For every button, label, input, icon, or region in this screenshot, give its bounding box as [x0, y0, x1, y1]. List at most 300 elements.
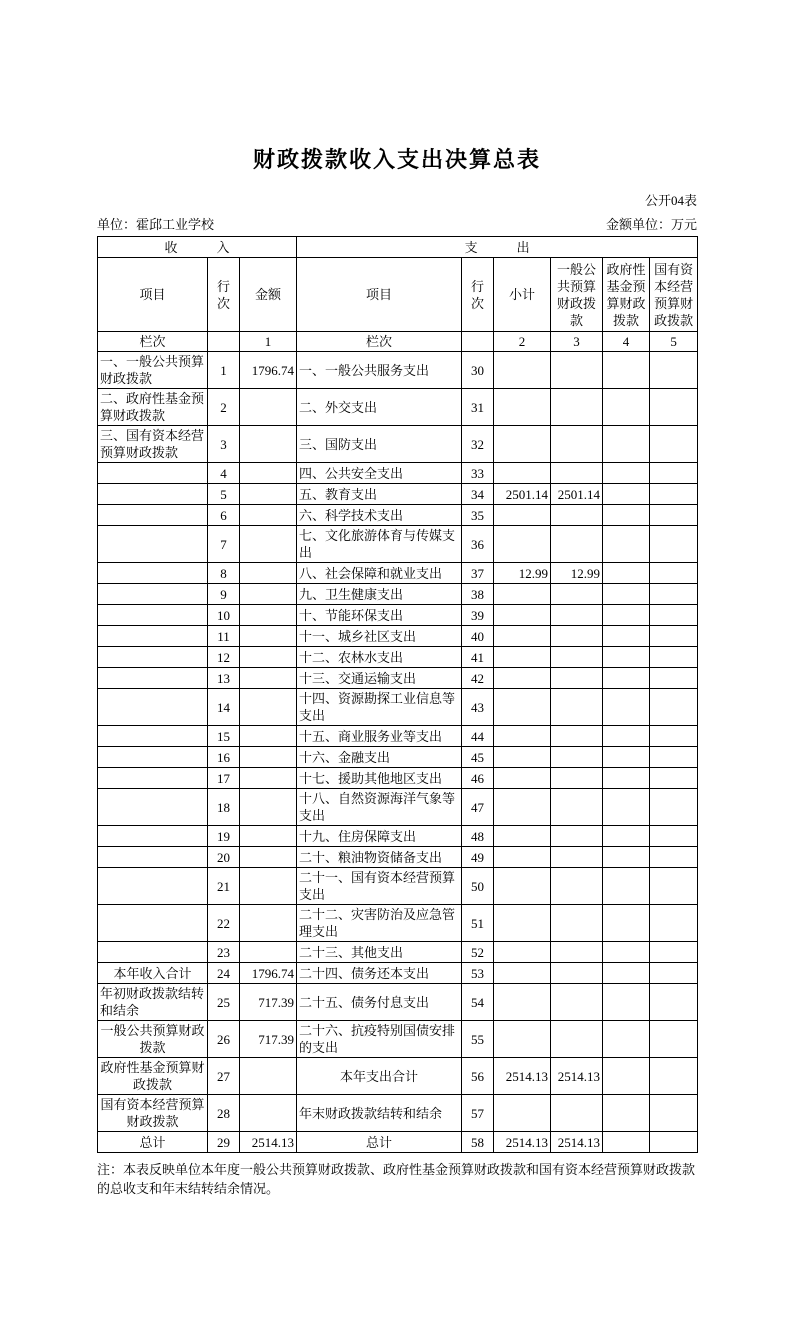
state-capital-budget-amount: [650, 826, 698, 847]
gov-fund-budget-amount: [603, 868, 650, 905]
gov-fund-budget-amount: [603, 605, 650, 626]
gov-fund-budget-amount: [603, 563, 650, 584]
state-capital-budget-amount: [650, 747, 698, 768]
income-row-number: 6: [208, 505, 240, 526]
expense-row-no-label: 行次: [471, 278, 485, 311]
expense-subtotal: [494, 789, 551, 826]
income-item: [98, 747, 208, 768]
expense-row-number: 57: [462, 1095, 494, 1132]
general-public-budget-amount: [551, 584, 603, 605]
general-public-budget-amount: [551, 505, 603, 526]
income-item: [98, 942, 208, 963]
general-public-budget-amount: [551, 984, 603, 1021]
income-row-number: 1: [208, 352, 240, 389]
income-row-number: 7: [208, 526, 240, 563]
expense-subtotal: [494, 352, 551, 389]
gov-fund-budget-amount: [603, 389, 650, 426]
state-capital-budget-amount: [650, 768, 698, 789]
col-header-income-amount: 金额: [240, 258, 297, 332]
gov-fund-budget-amount: [603, 747, 650, 768]
expense-item: 十七、援助其他地区支出: [297, 768, 462, 789]
expense-row-number: 51: [462, 905, 494, 942]
income-item: [98, 584, 208, 605]
expense-row-number: 37: [462, 563, 494, 584]
expense-subtotal: [494, 1021, 551, 1058]
income-amount: 1796.74: [240, 963, 297, 984]
expense-subtotal: 12.99: [494, 563, 551, 584]
table-row: [98, 647, 698, 668]
income-amount: [240, 768, 297, 789]
gov-fund-budget-amount: [603, 905, 650, 942]
expense-subtotal: [494, 826, 551, 847]
income-item: [98, 647, 208, 668]
expense-item: 八、社会保障和就业支出: [297, 563, 462, 584]
expense-item: 二十一、国有资本经营预算支出: [297, 868, 462, 905]
state-capital-budget-amount: [650, 1095, 698, 1132]
gov-fund-budget-amount: [603, 584, 650, 605]
expense-item: 二十二、灾害防治及应急管理支出: [297, 905, 462, 942]
expense-subtotal: [494, 668, 551, 689]
income-amount: [240, 626, 297, 647]
expense-subtotal: [494, 463, 551, 484]
expense-item: 六、科学技术支出: [297, 505, 462, 526]
income-amount: 717.39: [240, 1021, 297, 1058]
expense-row-number: 38: [462, 584, 494, 605]
expense-subtotal: [494, 868, 551, 905]
index-income-amount: 1: [240, 332, 297, 352]
expense-subtotal: [494, 584, 551, 605]
income-row-number: 23: [208, 942, 240, 963]
gov-fund-budget-amount: [603, 963, 650, 984]
expense-row-number: 54: [462, 984, 494, 1021]
income-amount: [240, 584, 297, 605]
expense-item: 总计: [297, 1132, 462, 1153]
expense-item: 十八、自然资源海洋气象等支出: [297, 789, 462, 826]
general-public-budget-amount: [551, 426, 603, 463]
general-public-budget-amount: 12.99: [551, 563, 603, 584]
state-capital-budget-amount: [650, 942, 698, 963]
expense-item: 二、外交支出: [297, 389, 462, 426]
expense-subtotal: 2514.13: [494, 1132, 551, 1153]
expense-item: 年末财政拨款结转和结余: [297, 1095, 462, 1132]
form-number: 公开04表: [644, 193, 697, 208]
income-item: 一、一般公共预算财政拨款: [98, 352, 208, 389]
income-section-header: 收 入: [98, 237, 297, 258]
income-row-number: 3: [208, 426, 240, 463]
table-row: [98, 905, 698, 942]
expense-row-number: 55: [462, 1021, 494, 1058]
gov-fund-budget-amount: [603, 484, 650, 505]
col-header-state-capital-budget: 国有资本经营预算财政拨款: [650, 258, 698, 332]
expense-row-number: 47: [462, 789, 494, 826]
income-amount: [240, 1095, 297, 1132]
income-row-number: 17: [208, 768, 240, 789]
income-amount: 1796.74: [240, 352, 297, 389]
income-item: [98, 668, 208, 689]
index-general-public: 3: [551, 332, 603, 352]
table-row: [98, 826, 698, 847]
column-header-row: [98, 258, 698, 332]
unit-label: 单位：霍邱工业学校: [97, 217, 215, 232]
state-capital-budget-amount: [650, 726, 698, 747]
expense-row-number: 52: [462, 942, 494, 963]
income-item: [98, 484, 208, 505]
gov-fund-budget-amount: [603, 1021, 650, 1058]
table-row: [98, 747, 698, 768]
income-amount: [240, 389, 297, 426]
state-capital-budget-amount: [650, 484, 698, 505]
index-expense-label: 栏次: [297, 332, 462, 352]
index-income-label: 栏次: [98, 332, 208, 352]
income-amount: [240, 789, 297, 826]
table-row: [98, 984, 698, 1021]
income-row-number: 14: [208, 689, 240, 726]
income-row-number: 8: [208, 563, 240, 584]
income-amount: [240, 484, 297, 505]
expense-row-number: 30: [462, 352, 494, 389]
income-row-number: 24: [208, 963, 240, 984]
income-row-number: 20: [208, 847, 240, 868]
table-row: [98, 847, 698, 868]
expense-subtotal: [494, 747, 551, 768]
amount-unit-label: 金额单位：万元: [605, 217, 697, 232]
gov-fund-budget-amount: [603, 689, 650, 726]
expense-item: 五、教育支出: [297, 484, 462, 505]
index-gov-fund: 4: [603, 332, 650, 352]
table-row: [98, 1058, 698, 1095]
general-public-budget-amount: [551, 868, 603, 905]
income-item: [98, 605, 208, 626]
meta-row: [97, 214, 697, 233]
state-capital-budget-amount: [650, 626, 698, 647]
general-public-budget-amount: 2514.13: [551, 1132, 603, 1153]
income-row-number: 19: [208, 826, 240, 847]
income-item: [98, 726, 208, 747]
expense-subtotal: [494, 963, 551, 984]
income-amount: [240, 668, 297, 689]
income-row-number: 26: [208, 1021, 240, 1058]
expense-item: 二十五、债务付息支出: [297, 984, 462, 1021]
general-public-budget-amount: [551, 389, 603, 426]
expense-subtotal: [494, 905, 551, 942]
income-amount: [240, 526, 297, 563]
expense-item: 十四、资源勘探工业信息等支出: [297, 689, 462, 726]
state-capital-budget-amount: [650, 905, 698, 942]
expense-item: 七、文化旅游体育与传媒支出: [297, 526, 462, 563]
income-item: [98, 905, 208, 942]
income-item: [98, 626, 208, 647]
income-amount: [240, 426, 297, 463]
expense-row-number: 43: [462, 689, 494, 726]
income-amount: [240, 847, 297, 868]
expense-subtotal: [494, 984, 551, 1021]
expense-item: 三、国防支出: [297, 426, 462, 463]
state-capital-budget-amount: [650, 868, 698, 905]
income-amount: [240, 942, 297, 963]
state-capital-budget-amount: [650, 1058, 698, 1095]
col-header-expense-item: 项目: [297, 258, 462, 332]
general-public-budget-amount: [551, 526, 603, 563]
income-row-no-label: 行次: [216, 278, 230, 311]
col-header-general-public-budget: 一般公共预算财政拨款: [551, 258, 603, 332]
income-amount: [240, 689, 297, 726]
income-row-number: 15: [208, 726, 240, 747]
income-row-number: 18: [208, 789, 240, 826]
state-capital-budget-amount: [650, 426, 698, 463]
expense-row-number: 39: [462, 605, 494, 626]
expense-subtotal: 2501.14: [494, 484, 551, 505]
income-row-number: 13: [208, 668, 240, 689]
general-public-budget-amount: [551, 668, 603, 689]
income-item: [98, 463, 208, 484]
index-state-capital: 5: [650, 332, 698, 352]
income-amount: [240, 726, 297, 747]
gov-fund-budget-amount: [603, 626, 650, 647]
gov-fund-budget-amount: [603, 984, 650, 1021]
expense-row-number: 40: [462, 626, 494, 647]
expense-item: 四、公共安全支出: [297, 463, 462, 484]
income-amount: 717.39: [240, 984, 297, 1021]
gov-fund-budget-amount: [603, 726, 650, 747]
expense-row-number: 31: [462, 389, 494, 426]
expense-subtotal: [494, 689, 551, 726]
table-row: [98, 526, 698, 563]
income-amount: [240, 905, 297, 942]
expense-row-number: 53: [462, 963, 494, 984]
table-row: [98, 1132, 698, 1153]
general-public-budget-amount: 2514.13: [551, 1058, 603, 1095]
table-row: [98, 626, 698, 647]
gov-fund-budget-amount: [603, 463, 650, 484]
expense-row-number: 49: [462, 847, 494, 868]
table-body: [98, 352, 698, 1153]
income-amount: [240, 647, 297, 668]
expense-subtotal: [494, 389, 551, 426]
state-capital-budget-amount: [650, 584, 698, 605]
expense-row-number: 33: [462, 463, 494, 484]
gov-fund-budget-amount: [603, 505, 650, 526]
state-capital-budget-amount: [650, 984, 698, 1021]
expense-item: 二十四、债务还本支出: [297, 963, 462, 984]
section-header-row: [98, 237, 698, 258]
income-amount: [240, 605, 297, 626]
income-amount: [240, 868, 297, 905]
state-capital-budget-amount: [650, 647, 698, 668]
income-amount: [240, 463, 297, 484]
income-row-number: 27: [208, 1058, 240, 1095]
income-row-number: 16: [208, 747, 240, 768]
index-subtotal: 2: [494, 332, 551, 352]
expense-row-number: 41: [462, 647, 494, 668]
fiscal-appropriation-table: [97, 236, 698, 1153]
income-item: [98, 789, 208, 826]
expense-subtotal: [494, 426, 551, 463]
income-item: 年初财政拨款结转和结余: [98, 984, 208, 1021]
table-row: [98, 868, 698, 905]
expense-row-number: 50: [462, 868, 494, 905]
expense-subtotal: [494, 505, 551, 526]
gov-fund-budget-amount: [603, 826, 650, 847]
expense-item: 十六、金融支出: [297, 747, 462, 768]
general-public-budget-amount: [551, 352, 603, 389]
general-public-budget-amount: [551, 747, 603, 768]
expense-item: 九、卫生健康支出: [297, 584, 462, 605]
state-capital-budget-amount: [650, 605, 698, 626]
table-row: [98, 484, 698, 505]
general-public-budget-amount: [551, 605, 603, 626]
expense-section-header: 支 出: [297, 237, 698, 258]
table-row: [98, 584, 698, 605]
general-public-budget-amount: 2501.14: [551, 484, 603, 505]
table-row: [98, 1095, 698, 1132]
gov-fund-budget-amount: [603, 668, 650, 689]
index-expense-row-no-cell: [462, 332, 494, 352]
expense-subtotal: [494, 526, 551, 563]
state-capital-budget-amount: [650, 689, 698, 726]
table-row: [98, 963, 698, 984]
expense-item: 一、一般公共服务支出: [297, 352, 462, 389]
income-amount: 2514.13: [240, 1132, 297, 1153]
expense-subtotal: [494, 942, 551, 963]
general-public-budget-amount: [551, 905, 603, 942]
expense-item: 二十六、抗疫特别国债安排的支出: [297, 1021, 462, 1058]
page-title: 财政拨款收入支出决算总表: [252, 147, 541, 172]
expense-subtotal: [494, 1095, 551, 1132]
table-row: [98, 505, 698, 526]
income-row-number: 22: [208, 905, 240, 942]
income-amount: [240, 505, 297, 526]
col-header-income-item: 项目: [98, 258, 208, 332]
general-public-budget-amount: [551, 463, 603, 484]
col-header-subtotal: 小计: [494, 258, 551, 332]
table-row: [98, 605, 698, 626]
expense-row-number: 46: [462, 768, 494, 789]
income-row-number: 11: [208, 626, 240, 647]
income-amount: [240, 1058, 297, 1095]
table-row: [98, 352, 698, 389]
state-capital-budget-amount: [650, 463, 698, 484]
income-row-number: 28: [208, 1095, 240, 1132]
general-public-budget-amount: [551, 626, 603, 647]
state-capital-budget-amount: [650, 1132, 698, 1153]
income-row-number: 29: [208, 1132, 240, 1153]
general-public-budget-amount: [551, 1021, 603, 1058]
gov-fund-budget-amount: [603, 426, 650, 463]
state-capital-budget-amount: [650, 847, 698, 868]
expense-item: 十九、住房保障支出: [297, 826, 462, 847]
income-item: [98, 526, 208, 563]
income-amount: [240, 747, 297, 768]
general-public-budget-amount: [551, 789, 603, 826]
table-row: [98, 789, 698, 826]
gov-fund-budget-amount: [603, 942, 650, 963]
expense-row-number: 35: [462, 505, 494, 526]
state-capital-budget-amount: [650, 505, 698, 526]
expense-subtotal: [494, 605, 551, 626]
col-header-expense-row-no: [462, 258, 494, 332]
state-capital-budget-amount: [650, 389, 698, 426]
income-item: [98, 689, 208, 726]
table-row: [98, 389, 698, 426]
table-row: [98, 689, 698, 726]
table-row: [98, 463, 698, 484]
expense-subtotal: 2514.13: [494, 1058, 551, 1095]
expense-row-number: 44: [462, 726, 494, 747]
state-capital-budget-amount: [650, 1021, 698, 1058]
gov-fund-budget-amount: [603, 647, 650, 668]
income-item: 本年收入合计: [98, 963, 208, 984]
expense-item: 十五、商业服务业等支出: [297, 726, 462, 747]
general-public-budget-amount: [551, 847, 603, 868]
table-row: [98, 1021, 698, 1058]
column-index-row: [98, 332, 698, 352]
income-amount: [240, 826, 297, 847]
income-row-number: 4: [208, 463, 240, 484]
state-capital-budget-amount: [650, 963, 698, 984]
table-row: [98, 668, 698, 689]
expense-row-number: 58: [462, 1132, 494, 1153]
income-amount: [240, 563, 297, 584]
gov-fund-budget-amount: [603, 526, 650, 563]
income-row-number: 10: [208, 605, 240, 626]
general-public-budget-amount: [551, 768, 603, 789]
general-public-budget-amount: [551, 826, 603, 847]
expense-item: 十一、城乡社区支出: [297, 626, 462, 647]
expense-row-number: 45: [462, 747, 494, 768]
income-item: [98, 847, 208, 868]
gov-fund-budget-amount: [603, 352, 650, 389]
gov-fund-budget-amount: [603, 789, 650, 826]
income-item: [98, 826, 208, 847]
table-row: [98, 726, 698, 747]
state-capital-budget-amount: [650, 789, 698, 826]
gov-fund-budget-amount: [603, 768, 650, 789]
expense-item: 十、节能环保支出: [297, 605, 462, 626]
income-item: 三、国有资本经营预算财政拨款: [98, 426, 208, 463]
income-item: [98, 563, 208, 584]
income-item: 一般公共预算财政拨款: [98, 1021, 208, 1058]
expense-row-number: 48: [462, 826, 494, 847]
table-row: [98, 942, 698, 963]
income-item: 总计: [98, 1132, 208, 1153]
income-item: 政府性基金预算财政拨款: [98, 1058, 208, 1095]
table-row: [98, 426, 698, 463]
general-public-budget-amount: [551, 963, 603, 984]
expense-item: 本年支出合计: [297, 1058, 462, 1095]
index-income-row-no-cell: [208, 332, 240, 352]
income-item: [98, 505, 208, 526]
expense-subtotal: [494, 847, 551, 868]
expense-item: 十二、农林水支出: [297, 647, 462, 668]
general-public-budget-amount: [551, 647, 603, 668]
expense-row-number: 36: [462, 526, 494, 563]
col-header-income-row-no: [208, 258, 240, 332]
gov-fund-budget-amount: [603, 1058, 650, 1095]
gov-fund-budget-amount: [603, 1132, 650, 1153]
expense-subtotal: [494, 726, 551, 747]
income-item: 国有资本经营预算财政拨款: [98, 1095, 208, 1132]
income-row-number: 5: [208, 484, 240, 505]
state-capital-budget-amount: [650, 668, 698, 689]
income-item: 二、政府性基金预算财政拨款: [98, 389, 208, 426]
state-capital-budget-amount: [650, 352, 698, 389]
footnote: 注：本表反映单位本年度一般公共预算财政拨款、政府性基金预算财政拨款和国有资本经营预算财政拨款的总收支和年末结转结余情况。: [97, 1162, 696, 1196]
income-row-number: 12: [208, 647, 240, 668]
expense-item: 十三、交通运输支出: [297, 668, 462, 689]
expense-item: 二十、粮油物资储备支出: [297, 847, 462, 868]
general-public-budget-amount: [551, 942, 603, 963]
general-public-budget-amount: [551, 726, 603, 747]
